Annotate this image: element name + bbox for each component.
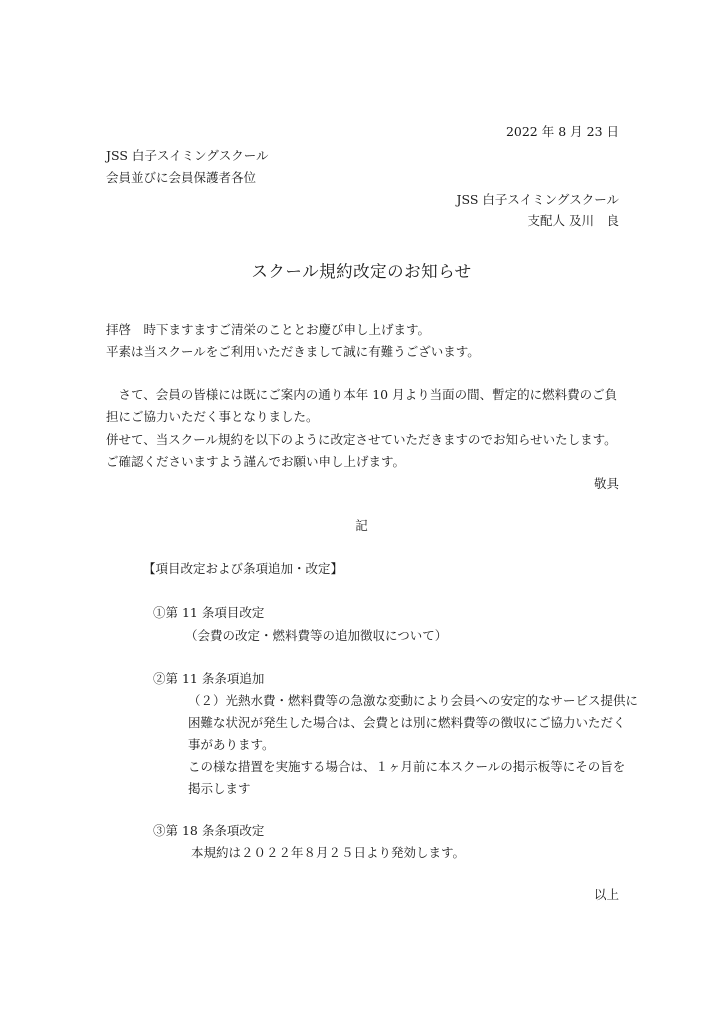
greeting-line-1: 拝啓 時下ますますご清栄のこととお慶び申し上げます。 <box>106 322 431 337</box>
sender-person: 支配人 及川 良 <box>527 213 619 228</box>
body-paragraph-2-line-2: ご確認くださいますよう謹んでお願い申し上げます。 <box>106 454 406 469</box>
body-paragraph-1-line-1: さて、会員の皆様には既にご案内の通り本年 10 月より当面の間、暫定的に燃料費のご負 <box>106 387 618 402</box>
section-heading: 【項目改定および条項追加・改定】 <box>143 561 344 576</box>
body-paragraph-1-line-2: 担にご協力いただく事となりました。 <box>106 409 319 424</box>
item-2-line-2: 困難な状況が発生した場合は、会費とは別に燃料費等の徴収にご協力いただく <box>188 715 626 730</box>
item-2-line-3: 事があります。 <box>188 737 275 752</box>
recipient-organization: JSS 白子スイミングスクール <box>106 148 269 163</box>
end-mark: 以上 <box>593 887 619 902</box>
item-1-title: ①第 11 条項目改定 <box>153 605 265 620</box>
item-1-detail: （会費の改定・燃料費等の追加徴収について） <box>185 628 448 643</box>
document-date: 2022 年 8 月 23 日 <box>505 124 619 139</box>
page-title: スクール規約改定のお知らせ <box>251 262 472 281</box>
item-3-title: ③第 18 条条項改定 <box>153 823 265 838</box>
item-2-title: ②第 11 条条項追加 <box>153 671 265 686</box>
item-2-line-5: 掲示します <box>188 781 251 796</box>
closing-keigu: 敬具 <box>593 476 619 491</box>
recipient-members: 会員並びに会員保護者各位 <box>106 170 257 185</box>
notes-mark: 記 <box>355 518 368 533</box>
body-paragraph-2-line-1: 併せて、当スクール規約を以下のように改定させていただきますのでお知らせいたします。 <box>106 432 617 447</box>
item-2-line-4: この様な措置を実施する場合は、１ヶ月前に本スクールの掲示板等にその旨を <box>188 759 626 774</box>
greeting-line-2: 平素は当スクールをご利用いただきまして誠に有難うございます。 <box>106 344 480 359</box>
item-3-detail: 本規約は２０２２年８月２５日より発効します。 <box>191 845 466 860</box>
item-2-line-1: （２）光熱水費・燃料費等の急激な変動により会員への安定的なサービス提供に <box>188 693 639 708</box>
sender-organization: JSS 白子スイミングスクール <box>456 192 619 207</box>
